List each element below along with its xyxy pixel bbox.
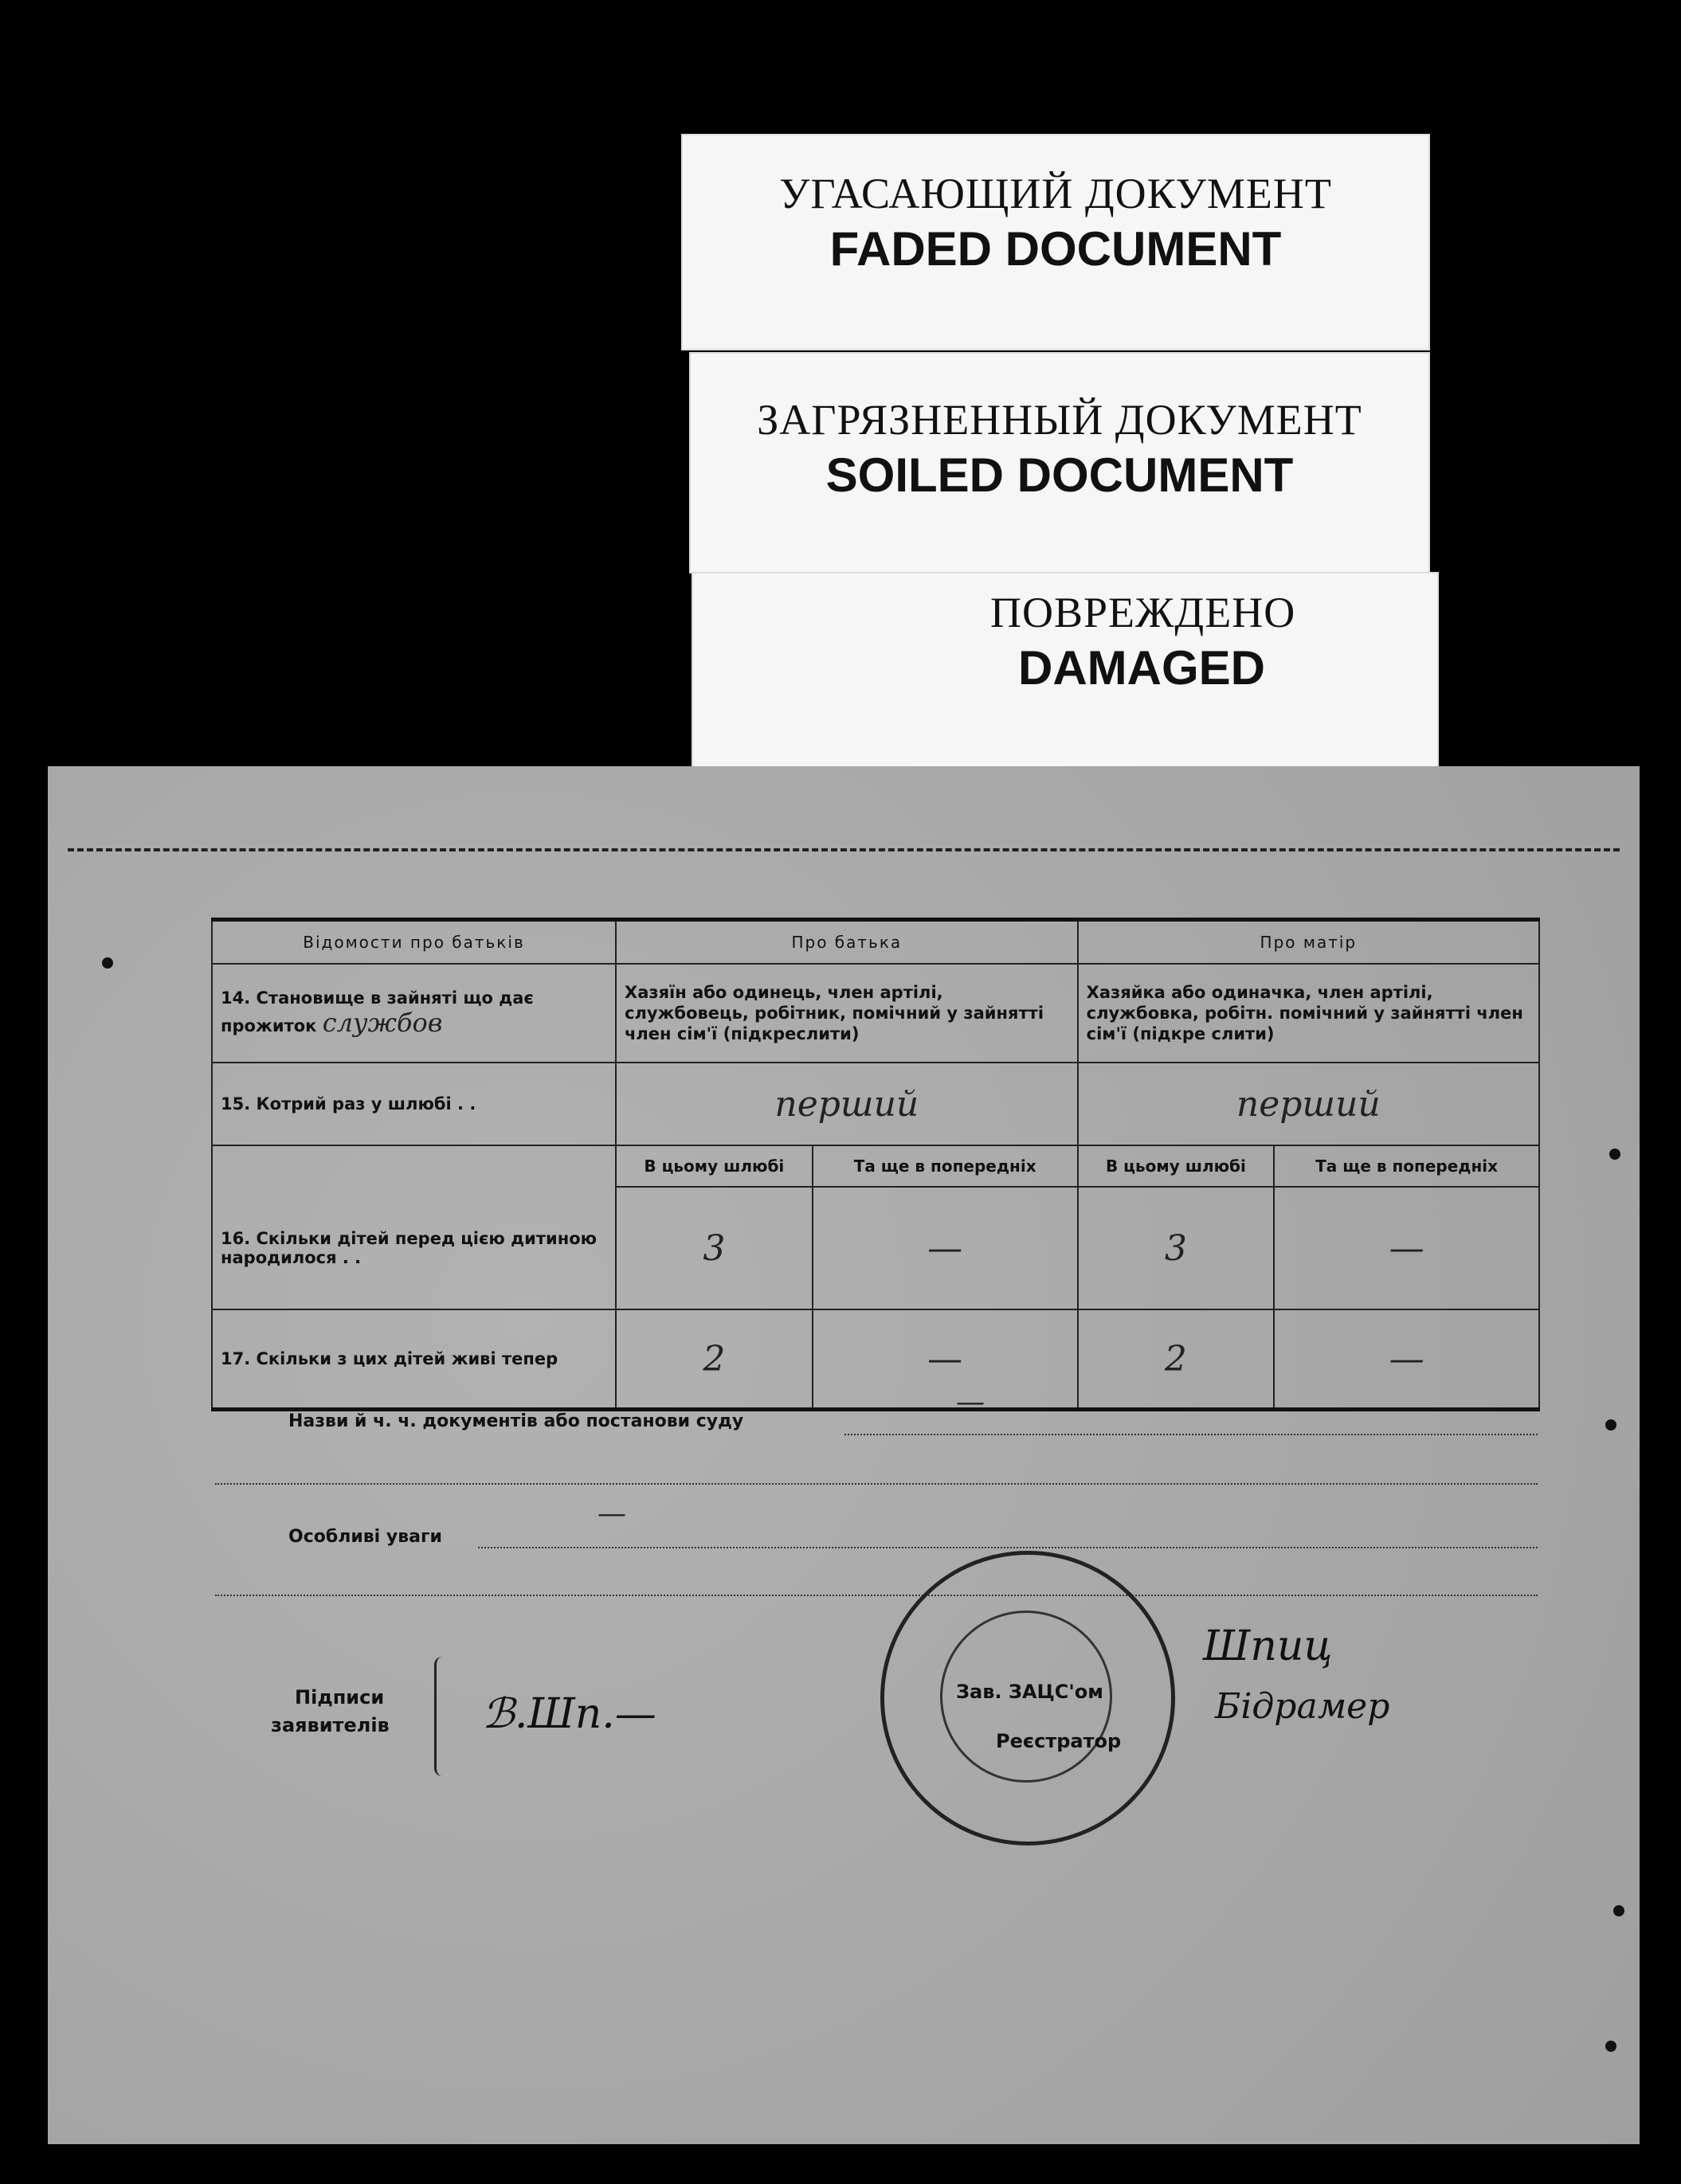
mother-occupation-options: Хазяйка або одиначка, член артілі, службовка, робітн. помічний у зайнятті член сім'ї (підкре слити) bbox=[1078, 964, 1539, 1063]
damaged-label-en: DAMAGED bbox=[1018, 641, 1265, 695]
question-14 bbox=[212, 964, 616, 1063]
remarks-dotted-line bbox=[478, 1547, 1538, 1548]
mother-subheader-previous: Та ще в попередніх bbox=[1274, 1145, 1539, 1187]
father-subheader-this-marriage: В цьому шлюбі bbox=[616, 1145, 813, 1187]
soiled-label-en: SOILED DOCUMENT bbox=[825, 448, 1294, 502]
question-17-number: 17. bbox=[221, 1349, 251, 1368]
mother-children-previous: — bbox=[1274, 1187, 1539, 1309]
faded-document-label bbox=[681, 134, 1430, 350]
father-children-this-marriage: 3 bbox=[616, 1187, 813, 1309]
registrar-label: Реєстратор bbox=[996, 1730, 1122, 1752]
parents-info-table bbox=[211, 918, 1540, 1411]
signatures-label-2: заявителів bbox=[271, 1714, 390, 1736]
question-16 bbox=[212, 1187, 616, 1309]
question-17 bbox=[212, 1309, 616, 1410]
question-16-text: Скільки дітей перед цією дитиною народилося . . bbox=[221, 1228, 598, 1267]
father-living-this-marriage: 2 bbox=[616, 1309, 813, 1410]
soiled-label-ru: ЗАГРЯЗНЕННЫЙ ДОКУМЕНТ bbox=[757, 396, 1362, 444]
punch-hole bbox=[1605, 1419, 1616, 1431]
header-father: Про батька bbox=[616, 920, 1078, 965]
mother-children-this-marriage: 3 bbox=[1078, 1187, 1275, 1309]
documents-value: — bbox=[956, 1386, 985, 1419]
damaged-document-label bbox=[692, 572, 1439, 768]
faded-label-ru: УГАСАЮЩИЙ ДОКУМЕНТ bbox=[779, 170, 1332, 217]
head-signature: Шпиц bbox=[1203, 1622, 1333, 1670]
remarks-dotted-line-2 bbox=[215, 1595, 1538, 1596]
question-14-number: 14. bbox=[221, 988, 251, 1008]
faded-label-en: FADED DOCUMENT bbox=[829, 222, 1282, 276]
registrar-signature: Бідрамер bbox=[1215, 1686, 1390, 1727]
damaged-label-ru: ПОВРЕЖДЕНО bbox=[990, 589, 1296, 636]
father-occupation-options: Хазяїн або одинець, член артілі, службовець, робітник, помічний у зайнятті член сім'ї (підкреслити) bbox=[616, 964, 1078, 1063]
father-living-previous: — bbox=[813, 1309, 1078, 1410]
applicant-signature: ℬ.Шп.— bbox=[482, 1690, 656, 1738]
signatures-label-1: Підписи bbox=[295, 1686, 385, 1708]
remarks-label: Особливі уваги bbox=[288, 1527, 442, 1547]
signature-brace bbox=[434, 1657, 453, 1776]
perforation-line bbox=[68, 848, 1620, 851]
father-children-previous: — bbox=[813, 1187, 1078, 1309]
mother-living-this-marriage: 2 bbox=[1078, 1309, 1275, 1410]
question-14-text: Становище в зайняті що дає прожиток bbox=[221, 988, 534, 1035]
question-15-text: Котрий раз у шлюбі . . bbox=[256, 1094, 476, 1114]
subheader-spacer bbox=[212, 1145, 616, 1187]
question-17-text: Скільки з цих дітей живі тепер bbox=[256, 1349, 558, 1368]
form-sheet bbox=[48, 766, 1640, 2144]
documents-label: Назви й ч. ч. документів або постанови суду bbox=[288, 1411, 744, 1431]
punch-hole bbox=[1613, 1905, 1624, 1916]
header-mother: Про матір bbox=[1078, 920, 1539, 965]
question-15-number: 15. bbox=[221, 1094, 251, 1114]
soiled-document-label bbox=[689, 352, 1430, 573]
header-parents-info: Відомости про батьків bbox=[212, 920, 616, 965]
punch-hole bbox=[102, 957, 113, 969]
mother-marriage-count: перший bbox=[1078, 1063, 1539, 1145]
father-subheader-previous: Та ще в попередніх bbox=[813, 1145, 1078, 1187]
mother-living-previous: — bbox=[1274, 1309, 1539, 1410]
question-14-handwritten: службов bbox=[322, 1008, 443, 1038]
question-15 bbox=[212, 1063, 616, 1145]
mother-subheader-this-marriage: В цьому шлюбі bbox=[1078, 1145, 1275, 1187]
head-zags-label: Зав. ЗАЦС'ом bbox=[956, 1681, 1103, 1703]
punch-hole bbox=[1605, 2041, 1616, 2052]
remarks-value: — bbox=[598, 1497, 626, 1530]
documents-dotted-line-2 bbox=[215, 1483, 1538, 1485]
documents-dotted-line bbox=[844, 1434, 1538, 1435]
question-16-number: 16. bbox=[221, 1228, 251, 1248]
father-marriage-count: перший bbox=[616, 1063, 1078, 1145]
punch-hole bbox=[1609, 1149, 1620, 1160]
